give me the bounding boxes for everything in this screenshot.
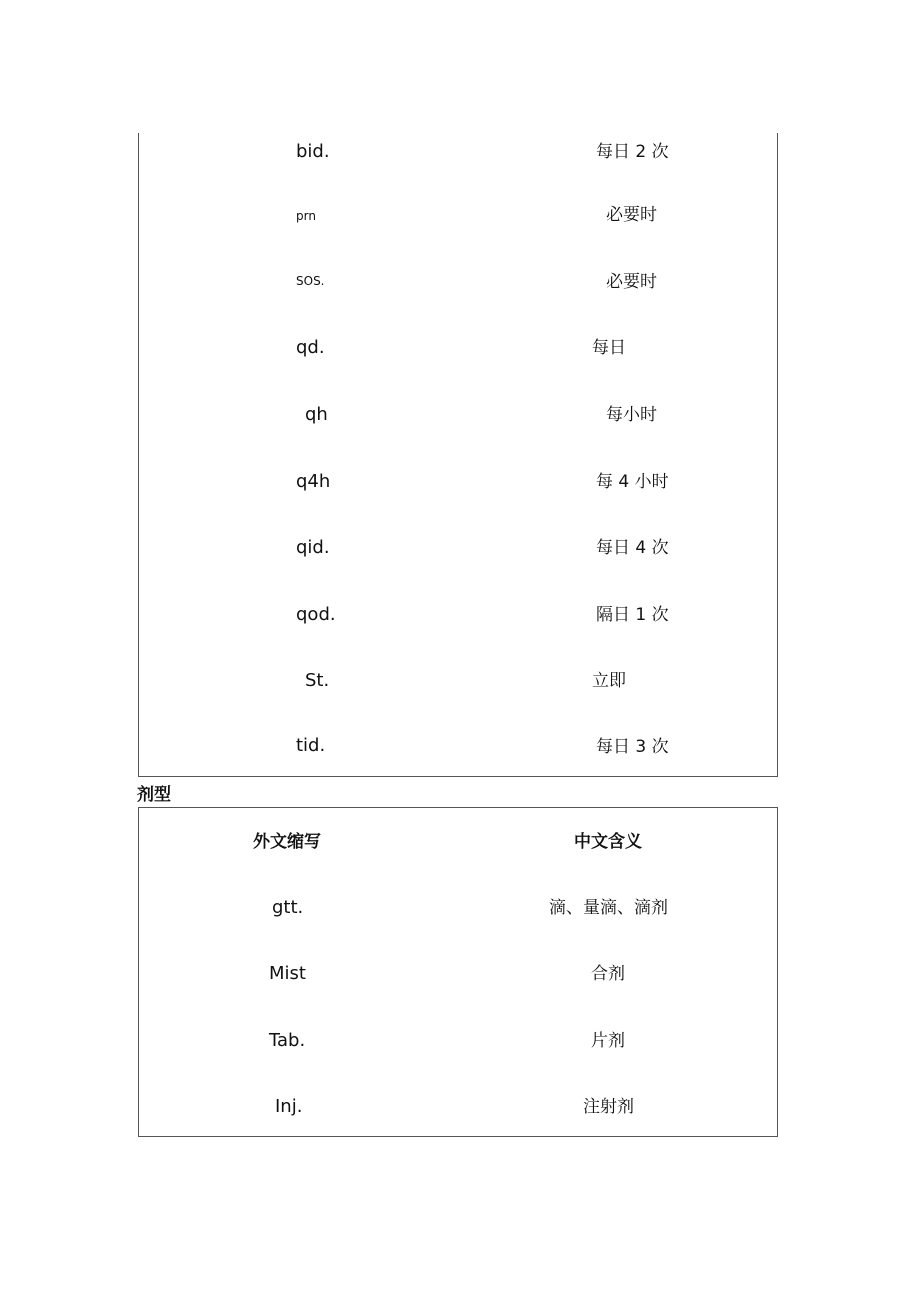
table-cell-abbr: qod. xyxy=(296,604,336,625)
table-cell-meaning: 必要时 xyxy=(606,272,657,292)
table-cell-meaning: 立即 xyxy=(592,671,626,691)
table-cell-meaning: 片剂 xyxy=(591,1031,625,1051)
table-cell-abbr: qh xyxy=(305,404,328,425)
table-cell-meaning: 每日 2 次 xyxy=(596,142,669,162)
table-cell-abbr: Mist xyxy=(269,963,306,984)
table-cell-abbr: St. xyxy=(305,670,330,691)
table-cell-meaning: 每日 xyxy=(592,338,626,358)
section-title: 剂型 xyxy=(137,785,171,805)
table-cell-meaning: 每小时 xyxy=(606,405,657,425)
table-cell-abbr: tid. xyxy=(296,735,326,756)
table-cell-meaning: 每 4 小时 xyxy=(596,472,669,492)
table-cell-abbr: Tab. xyxy=(269,1030,306,1051)
table-cell-abbr: bid. xyxy=(296,141,330,162)
table-header-abbr: 外文缩写 xyxy=(253,832,321,852)
table-cell-abbr: prn xyxy=(296,209,316,223)
dosage-form-table xyxy=(138,807,778,1137)
table-cell-meaning: 每日 4 次 xyxy=(596,538,669,558)
table-header-meaning: 中文含义 xyxy=(574,832,642,852)
table-cell-abbr: qd. xyxy=(296,337,325,358)
table-cell-meaning: 注射剂 xyxy=(583,1097,634,1117)
table-cell-meaning: 隔日 1 次 xyxy=(596,605,669,625)
table-cell-abbr: Inj. xyxy=(275,1096,303,1117)
table-cell-abbr: gtt. xyxy=(272,897,304,918)
table-cell-meaning: 合剂 xyxy=(591,964,625,984)
table-cell-abbr: q4h xyxy=(296,471,331,492)
table-cell-abbr: qid. xyxy=(296,537,330,558)
table-cell-abbr: SOS. xyxy=(296,274,325,288)
frequency-table xyxy=(138,133,778,777)
table-cell-meaning: 每日 3 次 xyxy=(596,737,669,757)
table-cell-meaning: 滴、量滴、滴剂 xyxy=(549,898,668,918)
table-cell-meaning: 必要时 xyxy=(606,205,657,225)
